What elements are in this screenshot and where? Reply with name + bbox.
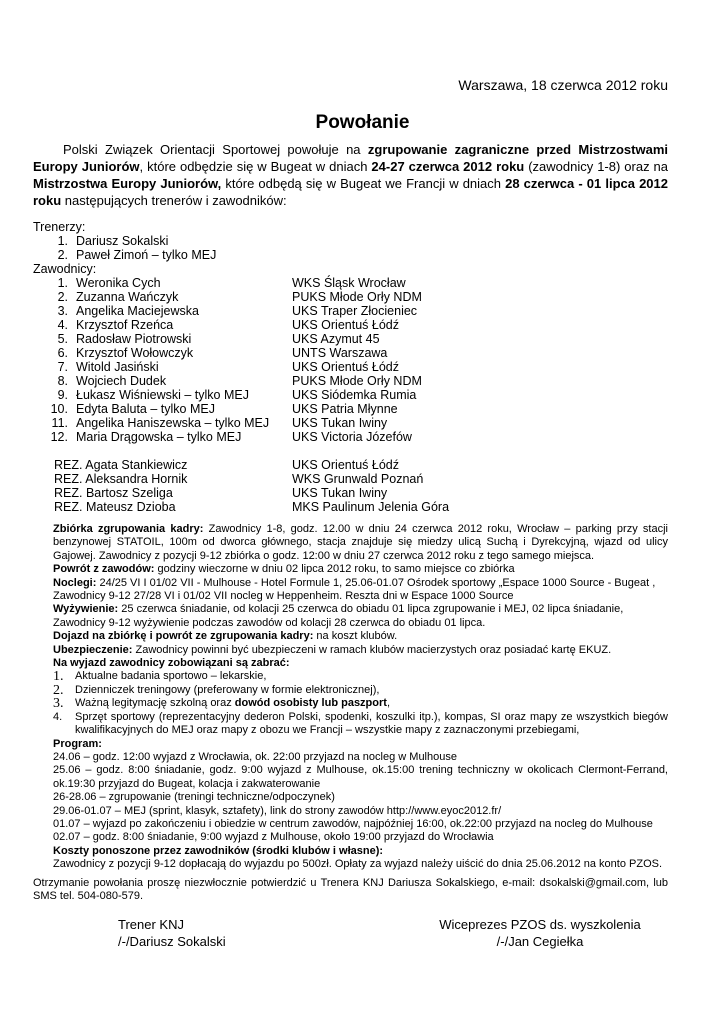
food-info [53,603,668,616]
athlete-name: Krzysztof Rzeńca [76,318,174,332]
gathering-label: Zbiórka zgrupowania kadry: [53,523,204,535]
athlete-number: 4. [57,318,68,332]
intro-bold: 28 czerwca - 01 lipca 2012 roku [33,176,668,208]
nights-label: Noclegi: [53,576,97,589]
athlete-club: UNTS Warszawa [292,346,388,360]
athlete-club: UKS Azymut 45 [292,332,380,346]
athlete-number: 5. [57,332,68,346]
intro-bold: zgrupowanie zagraniczne przed Mistrzostwami Europy Juniorów [33,142,668,174]
intro-text: Polski Związek Orientacji Sportowej powołuje na [63,142,368,157]
food-label: Wyżywienie: [53,603,119,616]
athlete-number: 3. [57,304,68,318]
reserve-club: UKS Orientuś Łódź [292,458,399,472]
athlete-number: 9. [57,388,68,402]
bring-text: Dzienniczek treningowy (preferowany w formie elektronicznej), [75,683,380,696]
program-item: 01.07 – wyjazd po zakończeniu i obiedzie w centrum zawodów, najpóźniej 16:00, ok.22:00 przyjazd na nocleg do Mulhouse [53,817,653,830]
reserve-name: REZ. Aleksandra Hornik [54,472,188,486]
intro-paragraph [33,141,668,209]
bring-number: 4. [53,710,63,723]
bring-number: 3. [53,696,64,712]
costs-heading: Koszty ponoszone przez zawodników (środki klubów i własne): [53,844,384,857]
reserve-name: REZ. Bartosz Szeliga [54,486,173,500]
bring-item [53,711,668,738]
athlete-club: PUKS Młode Orły NDM [292,374,422,388]
athlete-number: 2. [57,290,68,304]
athlete-name: Witold Jasiński [76,360,159,374]
athlete-name: Krzysztof Wołowczyk [76,346,194,360]
coach-number: 2. [57,248,68,262]
athlete-club: PUKS Młode Orły NDM [292,290,422,304]
athlete-club: WKS Śląsk Wrocław [292,276,406,290]
athlete-number: 10. [50,402,68,416]
bring-item [53,684,668,697]
athlete-name: Angelika Haniszewska – tylko MEJ [76,416,270,430]
athlete-number: 6. [57,346,68,360]
athlete-number: 12. [50,430,68,444]
coach-name: Dariusz Sokalski [76,234,169,248]
coach-name: Paweł Zimoń – tylko MEJ [76,248,217,262]
bring-heading: Na wyjazd zawodnicy zobowiązani są zabrać: [53,657,290,670]
reserve-name: REZ. Mateusz Dzioba [54,500,176,514]
signature-name: /-/Jan Cegiełka [496,934,584,949]
details-section [53,523,668,872]
travel-text: na koszt klubów. [313,630,398,643]
food-text: 25 czerwca śniadanie, od kolacji 25 czerwca do obiadu 01 lipca zgrupowanie i MEJ, 02 lipca śniadanie, [118,603,624,616]
insurance-label: Ubezpieczenie: [53,643,133,656]
nights-info [53,577,668,590]
gathering-text: Zawodnicy 1-8, godz. 12.00 w dniu 24 czerwca 2012 roku, Wrocław – parking przy stacji benzynowej STATOIL, 100m od dworca głównego, stacja znajduje się miedzy ulicą Suchą i Dyrekcyjną, wjazd od ulicy Gajowej. Zawodnicy z pozycji 9-12 zbiórka o godz. 12:00 w dniu 27 czerwca 2012 roku z tego samego miejsca. [53,523,668,562]
bring-number: 2. [53,682,64,698]
bring-item [53,697,668,710]
athlete-club: UKS Orientuś Łódź [292,318,399,332]
return-label: Powrót z zawodów: [53,563,155,576]
costs-text: Zawodnicy z pozycji 9-12 dopłacają do wyjazdu po 500zł. Opłaty za wyjazd należy uiścić do dnia 25.06.2012 na konto PZOS. [53,858,663,871]
nights-text: 24/25 VI I 01/02 VII - Mulhouse - Hotel Formule 1, 25.06-01.07 Ośrodek sportowy „Espace 1000 Source - Bugeat , [96,576,656,589]
athlete-name: Wojciech Dudek [76,374,167,388]
intro-text: (zawodnicy 1-8) oraz na [524,159,668,174]
bring-text: Aktualne badania sportowo – lekarskie, [75,670,267,683]
athlete-number: 1. [57,276,68,290]
athlete-name: Angelika Maciejewska [76,304,199,318]
bring-text: Ważną legitymację szkolną oraz [75,697,235,710]
bring-text: , [386,697,391,710]
insurance-info [53,644,668,657]
reserve-club: UKS Tukan Iwiny [292,486,388,500]
signature-role: Wiceprezes PZOS ds. wyszkolenia [439,917,641,932]
confirmation-note: Otrzymanie powołania proszę niezwłocznie potwierdzić u Trenera KNJ Dariusza Sokalskiego, e-mail: dsokalski@gmail.com, lub SMS tel. 504-080-579. [33,877,668,903]
bring-bold: dowód osobisty lub paszport [234,697,387,710]
athlete-number: 11. [51,416,68,430]
signature-right [420,916,660,950]
document-date: Warszawa, 18 czerwca 2012 roku [458,77,668,93]
athlete-club: UKS Tukan Iwiny [292,416,388,430]
athlete-name: Radosław Piotrowski [76,332,192,346]
athlete-club: UKS Traper Złocieniec [292,304,418,318]
athlete-name: Edyta Baluta – tylko MEJ [76,402,215,416]
coach-number: 1. [57,234,68,248]
intro-bold: Mistrzostwa Europy Juniorów, [33,176,222,191]
document-title: Powołanie [315,112,410,133]
intro-text: następujących trenerów i zawodników: [61,193,287,208]
athlete-name: Weronika Cych [76,276,161,290]
reserve-club: MKS Paulinum Jelenia Góra [292,500,450,514]
signature-left [118,916,226,950]
athlete-number: 8. [57,374,68,388]
bring-number: 1. [53,669,64,685]
return-info [53,563,668,576]
athlete-club: UKS Siódemka Rumia [292,388,417,402]
athlete-club: UKS Orientuś Łódź [292,360,399,374]
program-item: 29.06-01.07 – MEJ (sprint, klasyk, sztafety), link do strony zawodów http://www.eyoc2012.fr/ [53,804,502,817]
travel-label: Dojazd na zbiórkę i powrót ze zgrupowania kadry: [53,630,314,643]
program-item: 02.07 – godz. 8:00 śniadanie, 9:00 wyjazd z Mulhouse, około 19:00 przyjazd do Wrocławia [53,831,494,844]
bring-text: Sprzęt sportowy (reprezentacyjny dederon Polski, spodenki, koszulki itp.), kompas, SI oraz mapy ze wszystkich biegów kwalifikacyjnych do MEJ oraz mapy z obozu we Francji – wszystkie mapy z zaznaczonymi przebiegami, [75,710,668,737]
program-item: 26-28.06 – zgrupowanie (treningi techniczne/odpoczynek) [53,791,335,804]
program-item: 24.06 – godz. 12:00 wyjazd z Wrocławia, ok. 22:00 przyjazd na nocleg w Mulhouse [53,750,457,763]
intro-bold: 24-27 czerwca 2012 roku [371,159,525,174]
athletes-heading: Zawodnicy: [33,262,97,276]
reserve-name: REZ. Agata Stankiewicz [54,458,188,472]
coaches-heading: Trenerzy: [33,220,86,234]
athlete-name: Łukasz Wiśniewski – tylko MEJ [76,388,249,402]
return-text: godziny wieczorne w dniu 02 lipca 2012 roku, to samo miejsce co zbiórka [154,563,515,576]
athlete-club: UKS Victoria Józefów [292,430,412,444]
signature-name: /-/Dariusz Sokalski [118,934,226,949]
food-info-2: Zawodnicy 9-12 wyżywienie podczas zawodów od kolacji 28 czerwca do obiadu 01 lipca. [53,616,486,629]
signature-role: Trener KNJ [118,917,184,932]
nights-info-2: Zawodnicy 9-12 27/28 VI i 01/02 VII nocleg w Heppenheim. Reszta dni w Espace 1000 Source [53,590,514,603]
reserve-club: WKS Grunwald Poznań [292,472,424,486]
athlete-number: 7. [57,360,68,374]
intro-text: które odbędą się w Bugeat we Francji w dniach [221,176,506,191]
program-item: 25.06 – godz. 8:00 śniadanie, godz. 9:00 wyjazd z Mulhouse, ok.15:00 trening techniczny w okolicach Clermont-Ferrand, ok.19:30 przyjazd do Bugeat, kolacja i zakwaterowanie [53,764,668,790]
athlete-name: Maria Drągowska – tylko MEJ [76,430,242,444]
program-list [53,751,668,845]
gathering-info [53,523,668,563]
bring-item [0,670,668,683]
athlete-name: Zuzanna Wańczyk [76,290,179,304]
program-heading: Program: [53,737,102,750]
athlete-club: UKS Patria Młynne [292,402,398,416]
intro-text: , które odbędzie się w Bugeat w dniach [139,159,372,174]
travel-info [53,630,668,643]
insurance-text: Zawodnicy powinni być ubezpieczeni w ramach klubów macierzystych oraz posiadać kartę EKUZ. [132,643,612,656]
